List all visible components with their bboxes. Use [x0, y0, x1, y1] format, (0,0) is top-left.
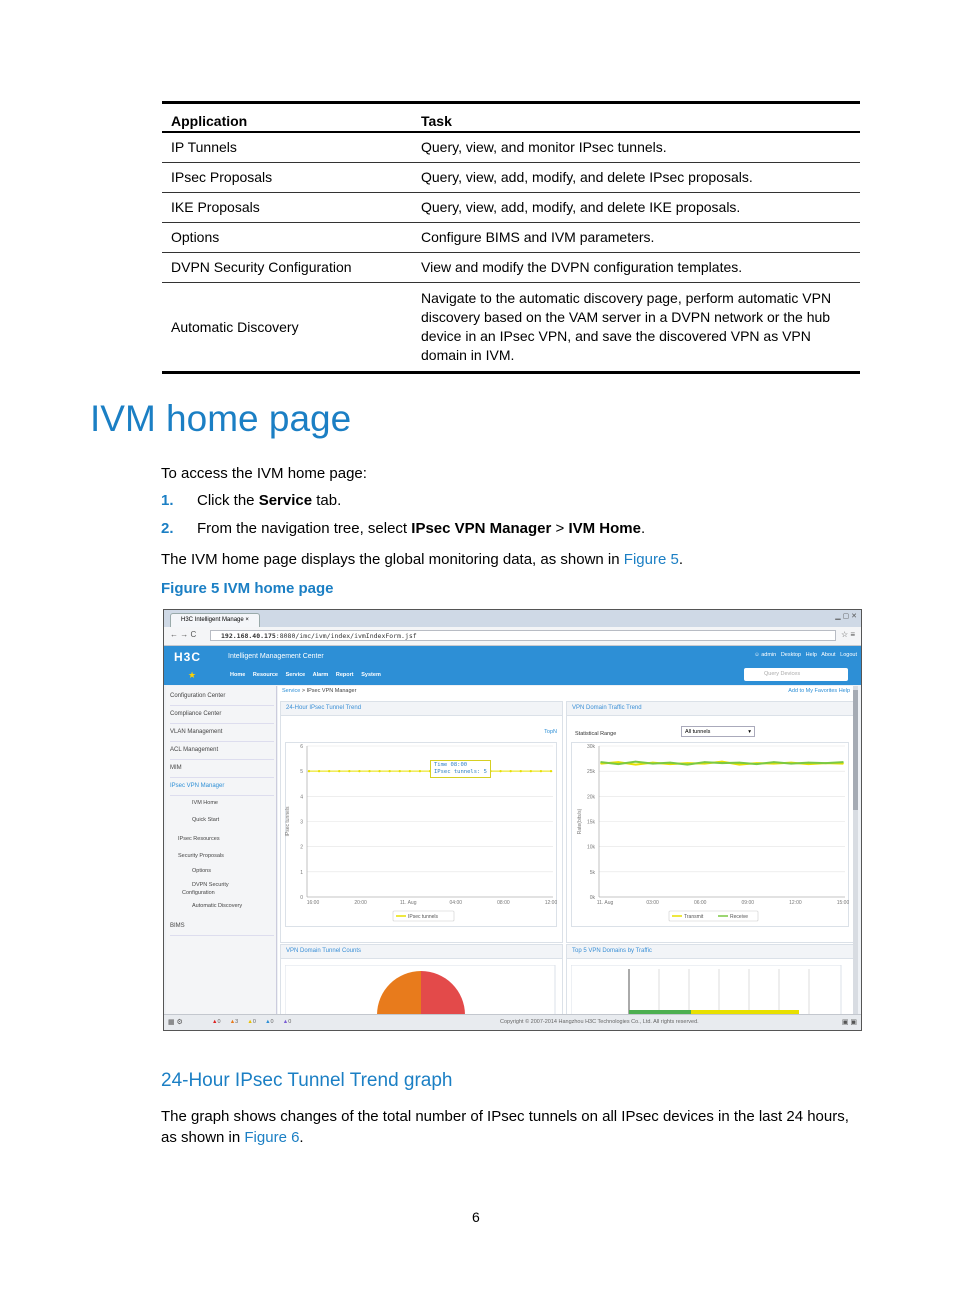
sidebar-item-configuration-center[interactable]: Configuration Center: [170, 688, 274, 706]
table-row: [162, 132, 860, 163]
data-point: [550, 770, 552, 772]
table-cell: Query, view, add, modify, and delete IKE proposals.: [412, 193, 860, 223]
data-point: [530, 770, 532, 772]
column-header-application: Application: [162, 103, 412, 133]
x-tick-label: 20:00: [354, 900, 367, 906]
data-point: [721, 762, 723, 764]
step-bold: IPsec VPN Manager: [411, 520, 552, 537]
step-bold: Service: [258, 492, 313, 509]
h3c-logo: H3C: [174, 650, 202, 664]
nav-tab-service[interactable]: Service: [285, 672, 306, 678]
tunnel-trend-chart: [285, 742, 557, 927]
data-point: [509, 770, 511, 772]
data-point: [499, 770, 501, 772]
y-tick-label: 3: [300, 819, 303, 826]
panel-title: Top 5 VPN Domains by Traffic: [567, 945, 853, 959]
breadcrumb-rest: > IPsec VPN Manager: [300, 688, 357, 694]
table-cell: IP Tunnels: [162, 132, 412, 163]
x-tick-label: 16:00: [306, 900, 320, 906]
chart-tooltip: [430, 760, 491, 778]
traffic-trend-chart: [571, 742, 849, 927]
sidebar-sub-dvpn-security[interactable]: DVPN Security: [192, 882, 229, 888]
data-point: [409, 770, 411, 772]
bar-frame: [571, 965, 841, 1015]
step-text-post: tab.: [312, 492, 342, 509]
alarm-count: 0: [252, 1019, 256, 1025]
data-point: [520, 770, 522, 772]
sidebar-sub-ivm-home[interactable]: IVM Home: [192, 800, 218, 806]
y-tick-label: 20k: [586, 794, 595, 801]
panel-title: VPN Domain Traffic Trend: [567, 702, 853, 716]
navigation-tree: [166, 686, 277, 1014]
nav-tab-alarm[interactable]: Alarm: [312, 672, 329, 678]
user-icon: ☺: [754, 652, 762, 658]
app-header: [164, 646, 861, 685]
legend-label: Transmit: [684, 914, 704, 920]
user-link-logout[interactable]: Logout: [840, 652, 857, 658]
topn-link[interactable]: TopN: [544, 729, 557, 735]
scrollbar[interactable]: [853, 686, 858, 1014]
y-tick-label: 1: [300, 869, 303, 876]
url-host: 192.168.40.175: [221, 632, 276, 640]
x-tick-label: 03:00: [646, 900, 659, 906]
url-path: :8080/imc/ivm/index/ivmIndexForm.jsf: [275, 632, 417, 640]
warning-alarm-icon[interactable]: ▲: [265, 1019, 271, 1025]
ivm-screenshot: [163, 609, 862, 1031]
table-cell: IPsec Proposals: [162, 163, 412, 193]
sidebar-item-ipsec-vpn-manager[interactable]: IPsec VPN Manager: [170, 778, 274, 796]
y-tick-label: 2: [300, 844, 303, 851]
browser-tab-bar: [164, 610, 861, 627]
chevron-down-icon: ▾: [748, 729, 751, 735]
x-tick-label: 15:00: [836, 900, 849, 906]
step-1: [161, 492, 342, 509]
data-point: [635, 761, 637, 763]
add-favorites-link[interactable]: Add to My Favorites: [788, 688, 838, 694]
y-tick-label: 10k: [586, 844, 595, 851]
data-point: [617, 763, 619, 765]
application-task-table: [162, 101, 860, 374]
data-point: [358, 770, 360, 772]
y-tick-label: 5: [300, 769, 303, 776]
data-point: [399, 770, 401, 772]
app-title: Intelligent Management Center: [228, 653, 324, 660]
subsection-heading: 24-Hour IPsec Tunnel Trend graph: [161, 1070, 453, 1091]
sidebar-item-bims[interactable]: BIMS: [170, 918, 274, 936]
help-link[interactable]: Help: [838, 688, 850, 694]
alarm-count: 3: [235, 1019, 239, 1025]
step-number: 2.: [161, 520, 174, 537]
user-link-help[interactable]: Help: [805, 652, 817, 658]
star-menu-icon[interactable]: ☆ ≡: [840, 630, 855, 639]
step-text-pre: Click the: [197, 492, 259, 509]
data-point: [540, 770, 542, 772]
data-point: [308, 770, 310, 772]
data-point: [388, 770, 390, 772]
scrollbar-thumb[interactable]: [853, 690, 858, 810]
search-input[interactable]: Query Devices: [744, 668, 848, 681]
status-tool-icons[interactable]: ▦ ⚙: [168, 1019, 183, 1026]
y-tick-label: 25k: [586, 769, 595, 776]
figure-link[interactable]: Figure 6: [244, 1129, 300, 1146]
sidebar-item-acl-management[interactable]: ACL Management: [170, 742, 274, 760]
top5-bar-chart: [571, 965, 849, 1015]
alarm-count: 0: [270, 1019, 274, 1025]
x-tick-label: 11. Aug: [596, 900, 614, 906]
major-alarm-icon[interactable]: ▲: [229, 1019, 236, 1025]
step-text-pre: From the navigation tree, select: [197, 520, 412, 537]
data-point: [600, 761, 602, 763]
panel-traffic-trend: [566, 701, 854, 943]
user-link-desktop[interactable]: Desktop: [780, 652, 802, 658]
intro-text: To access the IVM home page:: [161, 465, 367, 482]
data-point: [635, 764, 637, 766]
back-forward-icon[interactable]: ← → C: [170, 630, 197, 639]
table-cell: View and modify the DVPN configuration templates.: [412, 253, 860, 283]
table-row: [162, 163, 860, 193]
paragraph-text: The graph shows changes of the total number of IPsec tunnels on all IPsec devices in the last 24 hours, as shown in: [161, 1108, 849, 1146]
y-axis-label: Rate(bits/s): [577, 808, 583, 835]
paragraph-text: .: [678, 551, 683, 568]
critical-alarm-icon[interactable]: ▲: [212, 1019, 218, 1025]
stat-range-select[interactable]: [681, 726, 755, 737]
status-bar: [164, 1014, 861, 1031]
y-tick-label: 4: [300, 794, 303, 801]
data-point: [808, 762, 810, 764]
tab-title: H3C Intelligent Manage: [181, 617, 244, 623]
info-alarm-icon[interactable]: ▲: [282, 1019, 289, 1025]
panel-top5-domains: [566, 944, 854, 1016]
data-point: [652, 763, 654, 765]
table-cell: Options: [162, 223, 412, 253]
x-tick-label: 12:00: [544, 900, 557, 906]
nav-tab-resource[interactable]: Resource: [252, 672, 278, 678]
address-bar: [164, 627, 861, 646]
step-bold: IVM Home: [568, 520, 641, 537]
sidebar-item-mim[interactable]: MIM: [170, 760, 274, 778]
alarm-count: 0: [217, 1019, 221, 1025]
stat-range-value: All tunnels: [685, 729, 711, 735]
minor-alarm-icon[interactable]: ▲: [247, 1019, 253, 1025]
data-point: [704, 761, 706, 763]
panel-title: 24-Hour IPsec Tunnel Trend: [281, 702, 562, 716]
y-tick-label: 5k: [589, 869, 595, 876]
window-controls[interactable]: ▁ ▢ ✕: [835, 613, 857, 620]
x-tick-label: 04:00: [449, 900, 463, 906]
paragraph-text: The IVM home page displays the global monitoring data, as shown in: [161, 551, 624, 568]
stat-range-label: Statistical Range: [575, 731, 617, 737]
table-row: [162, 193, 860, 223]
chart-frame: [572, 743, 849, 927]
sidebar-sub-security-proposals[interactable]: Security Proposals: [178, 853, 224, 859]
data-point: [328, 770, 330, 772]
sidebar-sub-options[interactable]: Options: [192, 868, 211, 874]
user-link-about[interactable]: About: [821, 652, 836, 658]
section-heading: IVM home page: [90, 398, 352, 439]
x-tick-label: 08:00: [497, 900, 510, 906]
browser-tab[interactable]: [170, 613, 260, 627]
table-cell: Automatic Discovery: [162, 283, 412, 373]
pie-chart: [285, 965, 557, 1015]
nav-tab-home[interactable]: Home: [230, 672, 246, 678]
star-icon[interactable]: ★: [188, 670, 197, 680]
chart-frame: [286, 743, 557, 927]
nav-tab-system[interactable]: System: [361, 672, 381, 678]
table-cell: Query, view, and monitor IPsec tunnels.: [412, 132, 860, 163]
y-tick-label: 15k: [586, 819, 595, 826]
data-point: [738, 762, 740, 764]
table-cell: IKE Proposals: [162, 193, 412, 223]
step-text: [197, 520, 645, 537]
figure-caption: Figure 5 IVM home page: [161, 580, 334, 597]
data-point: [790, 763, 792, 765]
data-point: [617, 761, 619, 763]
main-content: [278, 686, 858, 1014]
data-point: [368, 770, 370, 772]
table-row: [162, 223, 860, 253]
step-2: [161, 520, 646, 537]
page-number: 6: [472, 1209, 480, 1225]
x-tick-label: 06:00: [693, 900, 707, 906]
data-point: [338, 770, 340, 772]
y-tick-label: 0k: [589, 895, 595, 901]
x-tick-label: 12:00: [789, 900, 802, 906]
step-text-post: .: [640, 520, 646, 537]
panel-tunnel-trend: [280, 701, 563, 943]
data-point: [348, 770, 350, 772]
panel-domain-tunnel-counts: [280, 944, 563, 1016]
paragraph-text: .: [299, 1129, 304, 1146]
paragraph: [161, 1106, 867, 1148]
data-point: [738, 764, 740, 766]
tooltip-value: IPsec tunnels: 5: [434, 769, 487, 775]
user-links: [754, 652, 857, 658]
fullscreen-icons[interactable]: ▣ ▣: [841, 1019, 857, 1026]
sidebar-item-compliance-center[interactable]: Compliance Center: [170, 706, 274, 724]
data-point: [825, 762, 827, 764]
data-point: [318, 770, 320, 772]
alarm-counts: [212, 1019, 291, 1025]
url-input[interactable]: [210, 630, 836, 641]
y-tick-label: 0: [300, 895, 303, 901]
sidebar-sub-configuration[interactable]: Configuration: [182, 890, 215, 896]
breadcrumb: [282, 688, 356, 694]
figure-link[interactable]: Figure 5: [623, 551, 679, 568]
data-point: [756, 763, 758, 765]
panel-title: VPN Domain Tunnel Counts: [281, 945, 562, 959]
y-tick-label: 6: [300, 744, 303, 750]
copyright: Copyright © 2007-2014 Hangzhou H3C Technologies Co., Ltd. All rights reserved.: [500, 1019, 699, 1025]
data-point: [669, 762, 671, 764]
sidebar-sub-automatic-discovery[interactable]: Automatic Discovery: [192, 903, 243, 909]
step-text-mid: >: [551, 520, 569, 537]
legend-label: Receive: [730, 914, 749, 920]
table-cell: DVPN Security Configuration: [162, 253, 412, 283]
y-axis-label: IPsec tunnels: [285, 806, 291, 837]
paragraph: [161, 551, 683, 568]
sidebar-item-vlan-management[interactable]: VLAN Management: [170, 724, 274, 742]
data-point: [687, 764, 689, 766]
breadcrumb-link[interactable]: Service: [282, 688, 301, 694]
y-tick-label: 30k: [586, 744, 595, 750]
close-icon[interactable]: ×: [245, 617, 249, 623]
data-point: [842, 761, 844, 763]
sidebar-sub-ipsec-resources[interactable]: IPsec Resources: [178, 836, 220, 842]
main-nav: [230, 672, 381, 678]
table-row: [162, 253, 860, 283]
table-row: [162, 283, 860, 373]
data-point: [773, 761, 775, 763]
x-tick-label: 11. Aug: [399, 900, 417, 906]
x-tick-label: 09:00: [741, 900, 755, 906]
table-cell: Navigate to the automatic discovery page, perform automatic VPN discovery based on the VAM server in a DVPN network or the hub device in an IPsec VPN, and save the discovered VPN as VPN domain in IVM.: [412, 283, 860, 373]
sidebar-sub-quick-start[interactable]: Quick Start: [192, 817, 220, 823]
nav-tab-report[interactable]: Report: [335, 672, 354, 678]
step-text: [197, 492, 341, 509]
favorites-help: [788, 688, 850, 694]
table-cell: Configure BIMS and IVM parameters.: [412, 223, 860, 253]
alarm-count: 0: [288, 1019, 292, 1025]
step-number: 1.: [161, 492, 174, 509]
user-link-admin[interactable]: admin: [761, 652, 777, 658]
legend-label: IPsec tunnels: [408, 914, 439, 920]
tooltip-time: Time 08:00: [434, 762, 468, 768]
data-point: [378, 770, 380, 772]
column-header-task: Task: [412, 103, 860, 133]
data-point: [419, 770, 421, 772]
table-cell: Query, view, add, modify, and delete IPsec proposals.: [412, 163, 860, 193]
